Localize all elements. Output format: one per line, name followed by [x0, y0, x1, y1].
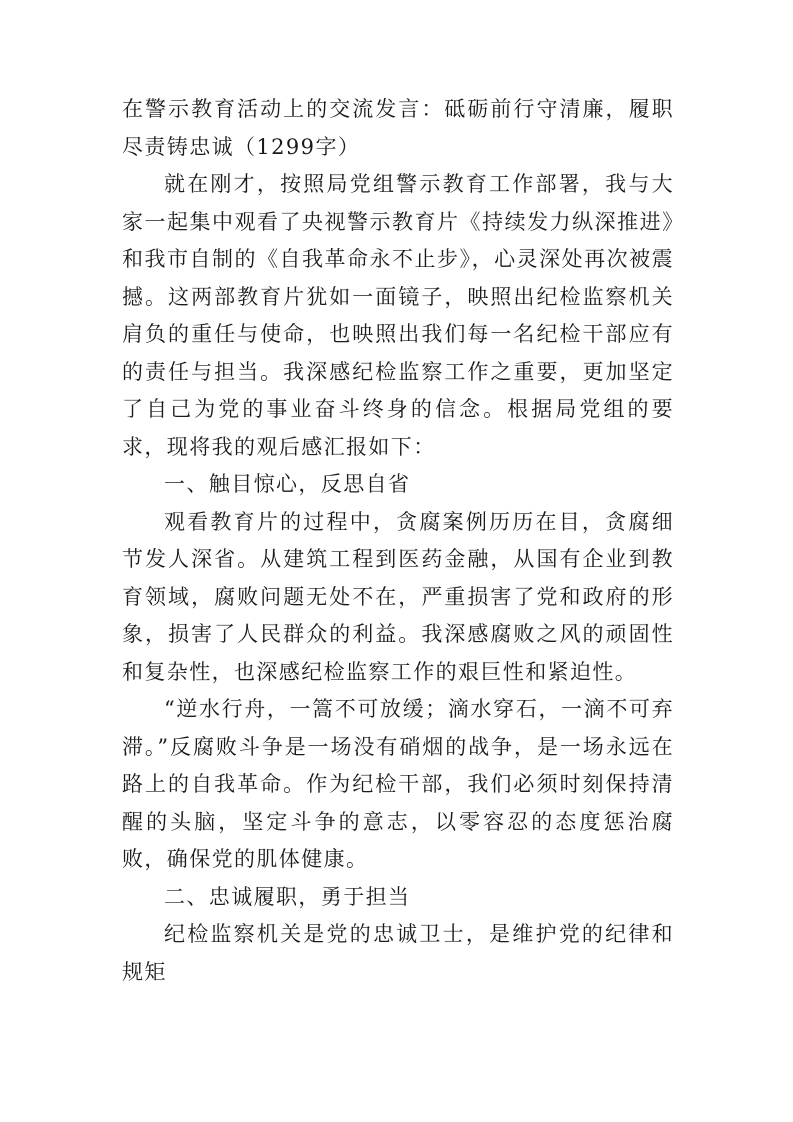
section-1-paragraph-2: “逆水行舟，一篙不可放缓；滴水穿石，一滴不可弃滞。”反腐败斗争是一场没有硝烟的战争，是一场永远在路上的自我革命。作为纪检干部，我们必须时刻保持清醒的头脑，坚定斗争的意志，以零容忍的态度惩治腐败，确保党的肌体健康。	[122, 697, 674, 871]
section-2-heading: 二、忠诚履职，勇于担当	[164, 884, 411, 909]
section-1-paragraph-1: 观看教育片的过程中，贪腐案例历历在目，贪腐细节发人深省。从建筑工程到医药金融，从国有企业到教育领域，腐败问题无处不在，严重损害了党和政府的形象，损害了人民群众的利益。我深感腐败之风的顽固性和复杂性，也深感纪检监察工作的艰巨性和紧迫性。	[122, 509, 674, 684]
section-2-paragraph-1: 纪检监察机关是党的忠诚卫士，是维护党的纪律和规矩	[122, 922, 674, 984]
document-body	[122, 91, 674, 991]
intro-paragraph: 就在刚才，按照局党组警示教育工作部署，我与大家一起集中观看了央视警示教育片《持续发力纵深推进》和我市自制的《自我革命永不止步》，心灵深处再次被震撼。这两部教育片犹如一面镜子，映照出纪检监察机关肩负的重任与使命，也映照出我们每一名纪检干部应有的责任与担当。我深感纪检监察工作之重要，更加坚定了自己为党的事业奋斗终身的信念。根据局党组的要求，现将我的观后感汇报如下：	[122, 172, 674, 459]
section-1-heading: 一、触目惊心，反思自省	[164, 472, 411, 496]
document-title: 在警示教育活动上的交流发言：砥砺前行守清廉，履职尽责铸忠诚（1299字）	[122, 97, 674, 159]
